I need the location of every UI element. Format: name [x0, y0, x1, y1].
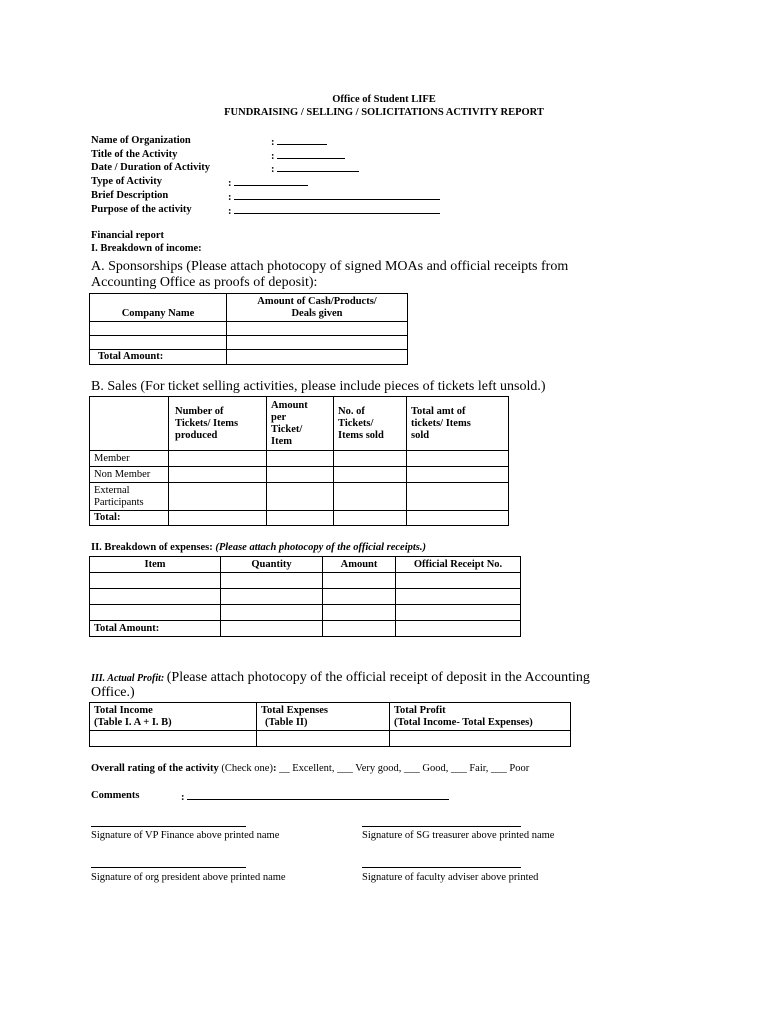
table-cell[interactable]: [90, 605, 221, 621]
field-label-description: Brief Description: [91, 190, 169, 201]
field-description[interactable]: :: [228, 190, 440, 203]
signature-line-org-president[interactable]: [91, 867, 246, 868]
sponsorships-table: [89, 293, 408, 365]
col-amount-given: Amount of Cash/Products/ Deals given: [227, 294, 408, 322]
table-cell[interactable]: [396, 621, 521, 637]
profit-heading-2: Office.): [91, 685, 135, 700]
row-label-member: Member: [90, 451, 169, 467]
table-cell[interactable]: [267, 511, 334, 526]
col-total-amount: Total amt of tickets/ Items sold: [407, 397, 509, 451]
table-cell[interactable]: [396, 573, 521, 589]
field-date[interactable]: :: [271, 162, 359, 175]
sponsorships-intro-2: Accounting Office as proofs of deposit):: [91, 275, 318, 290]
table-cell[interactable]: [221, 573, 323, 589]
field-label-date: Date / Duration of Activity: [91, 162, 210, 173]
overall-rating: Overall rating of the activity (Check one): __ Excellent, ___ Very good, ___ Good, ___ Fair, ___ Poor: [91, 763, 530, 774]
col-total-profit: Total Profit (Total Income- Total Expenses): [390, 703, 571, 731]
table-cell[interactable]: [90, 573, 221, 589]
table-cell[interactable]: [90, 322, 227, 336]
table-cell[interactable]: [221, 621, 323, 637]
expenses-total-label: Total Amount:: [90, 621, 221, 637]
field-label-title: Title of the Activity: [91, 149, 178, 160]
table-cell[interactable]: [169, 451, 267, 467]
col-company-name: Company Name: [90, 294, 227, 322]
expenses-table: [89, 556, 521, 637]
row-label-external-participants: External Participants: [90, 483, 169, 511]
profit-table: [89, 702, 571, 747]
signature-sg-treasurer: Signature of SG treasurer above printed name: [362, 830, 555, 841]
table-cell[interactable]: [323, 605, 396, 621]
table-cell[interactable]: [323, 589, 396, 605]
table-cell[interactable]: [334, 483, 407, 511]
row-label-non-member: Non Member: [90, 467, 169, 483]
col-amount: Amount: [323, 557, 396, 573]
comments-field[interactable]: :: [181, 790, 449, 803]
table-cell[interactable]: [257, 731, 390, 747]
field-type[interactable]: :: [228, 176, 308, 189]
col-quantity: Quantity: [221, 557, 323, 573]
table-cell[interactable]: [334, 511, 407, 526]
table-cell[interactable]: [334, 467, 407, 483]
table-cell[interactable]: [323, 621, 396, 637]
table-cell[interactable]: [221, 589, 323, 605]
table-cell[interactable]: [169, 511, 267, 526]
table-cell[interactable]: [169, 483, 267, 511]
table-cell[interactable]: [407, 451, 509, 467]
rating-options[interactable]: __ Excellent, ___ Very good, ___ Good, ___ Fair, ___ Poor: [276, 763, 530, 774]
signature-org-president: Signature of org president above printed name: [91, 872, 286, 883]
sales-table: [89, 396, 509, 526]
comments-label: Comments: [91, 790, 140, 801]
profit-heading: III. Actual Profit: (Please attach photocopy of the official receipt of deposit in the Accounting: [91, 670, 590, 685]
table-cell[interactable]: [407, 483, 509, 511]
report-title: FUNDRAISING / SELLING / SOLICITATIONS ACTIVITY REPORT: [224, 107, 544, 118]
col-total-expenses: Total Expenses (Table II): [257, 703, 390, 731]
col-amount-per-ticket: Amount per Ticket/ Item: [267, 397, 334, 451]
expenses-heading: II. Breakdown of expenses: (Please attach photocopy of the official receipts.): [91, 542, 426, 553]
sales-header-blank: [90, 397, 169, 451]
col-items-sold: No. of Tickets/ Items sold: [334, 397, 407, 451]
table-cell[interactable]: [221, 605, 323, 621]
sales-intro: B. Sales (For ticket selling activities, please include pieces of tickets left unsold.): [91, 379, 546, 394]
table-cell[interactable]: [90, 336, 227, 350]
office-title: Office of Student LIFE: [332, 94, 436, 105]
field-label-type: Type of Activity: [91, 176, 162, 187]
table-cell[interactable]: [90, 731, 257, 747]
table-cell[interactable]: [407, 467, 509, 483]
col-total-income: Total Income (Table I. A + I. B): [90, 703, 257, 731]
income-heading: I. Breakdown of income:: [91, 243, 202, 254]
field-purpose[interactable]: :: [228, 204, 440, 217]
table-cell[interactable]: [227, 322, 408, 336]
signature-line-vp-finance[interactable]: [91, 826, 246, 827]
col-receipt-no: Official Receipt No.: [396, 557, 521, 573]
table-cell[interactable]: [267, 483, 334, 511]
field-title[interactable]: :: [271, 149, 345, 162]
signature-line-sg-treasurer[interactable]: [362, 826, 521, 827]
table-cell[interactable]: [267, 451, 334, 467]
table-cell[interactable]: [227, 336, 408, 350]
signature-line-faculty-adviser[interactable]: [362, 867, 521, 868]
table-cell[interactable]: [390, 731, 571, 747]
table-cell[interactable]: [323, 573, 396, 589]
table-cell[interactable]: [396, 605, 521, 621]
field-organization[interactable]: :: [271, 135, 327, 148]
sponsorships-total-label: Total Amount:: [90, 350, 227, 365]
table-cell[interactable]: [90, 589, 221, 605]
field-label-organization: Name of Organization: [91, 135, 191, 146]
sponsorships-total-value[interactable]: [227, 350, 408, 365]
signature-faculty-adviser: Signature of faculty adviser above printed: [362, 872, 539, 883]
table-cell[interactable]: [396, 589, 521, 605]
table-cell[interactable]: [169, 467, 267, 483]
col-number-produced: Number of Tickets/ Items produced: [169, 397, 267, 451]
table-cell[interactable]: [407, 511, 509, 526]
field-label-purpose: Purpose of the activity: [91, 204, 192, 215]
sales-total-label: Total:: [90, 511, 169, 526]
col-item: Item: [90, 557, 221, 573]
sponsorships-intro-1: A. Sponsorships (Please attach photocopy of signed MOAs and official receipts from: [91, 259, 569, 274]
table-cell[interactable]: [267, 467, 334, 483]
financial-heading: Financial report: [91, 230, 165, 241]
signature-vp-finance: Signature of VP Finance above printed name: [91, 830, 280, 841]
table-cell[interactable]: [334, 451, 407, 467]
